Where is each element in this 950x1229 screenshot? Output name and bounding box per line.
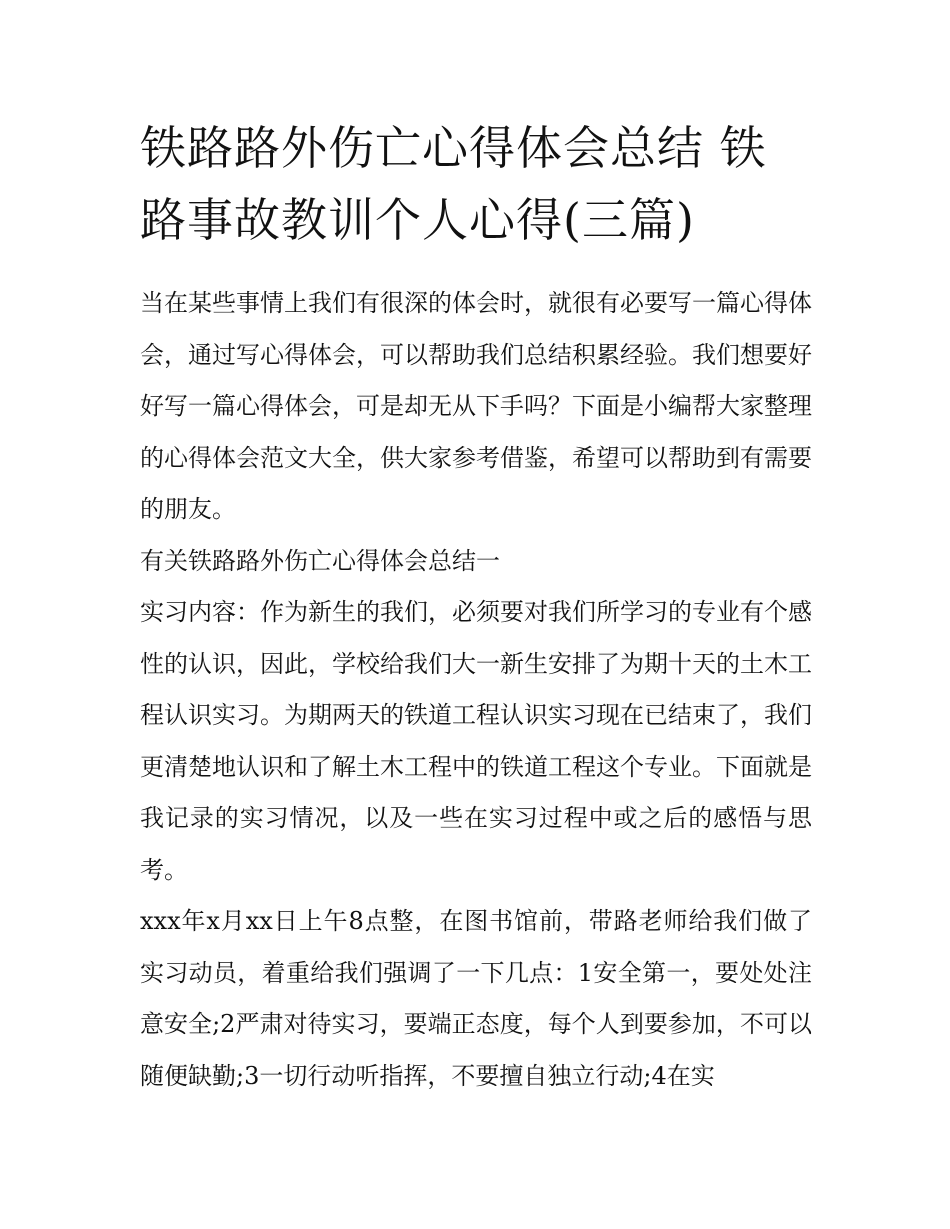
document-title: 铁路路外伤亡心得体会总结 铁路事故教训个人心得(三篇) [140,121,767,247]
intro-paragraph: 当在某些事情上我们有很深的体会时，就很有必要写一篇心得体会，通过写心得体会，可以帮助我们总结积累经验。我们想要好好写一篇心得体会，可是却无从下手吗？下面是小编帮大家整理的心得体会范文大全，供大家参考借鉴，希望可以帮助到有需要的朋友。 [140,289,812,523]
body-paragraph: 实习内容：作为新生的我们，必须要对我们所学习的专业有个感性的认识，因此，学校给我们大一新生安排了为期十天的土木工程认识实习。为期两天的铁道工程认识实习现在已结束了，我们更清楚地认识和了解土木工程中的铁道工程这个专业。下面就是我记录的实习情况，以及一些在实习过程中或之后的感悟与思考。 [140,598,812,884]
document-content [140,112,812,1102]
document-body [140,278,812,1102]
body-paragraph: xxx年x月xx日上午8点整，在图书馆前，带路老师给我们做了实习动员，着重给我们强调了一下几点：1安全第一，要处处注意安全;2严肃对待实习，要端正态度，每个人到要参加，不可以随便缺勤;3一切行动听指挥，不要擅自独立行动;4在实 [140,907,812,1090]
section-heading: 有关铁路路外伤亡心得体会总结一 [140,546,500,575]
